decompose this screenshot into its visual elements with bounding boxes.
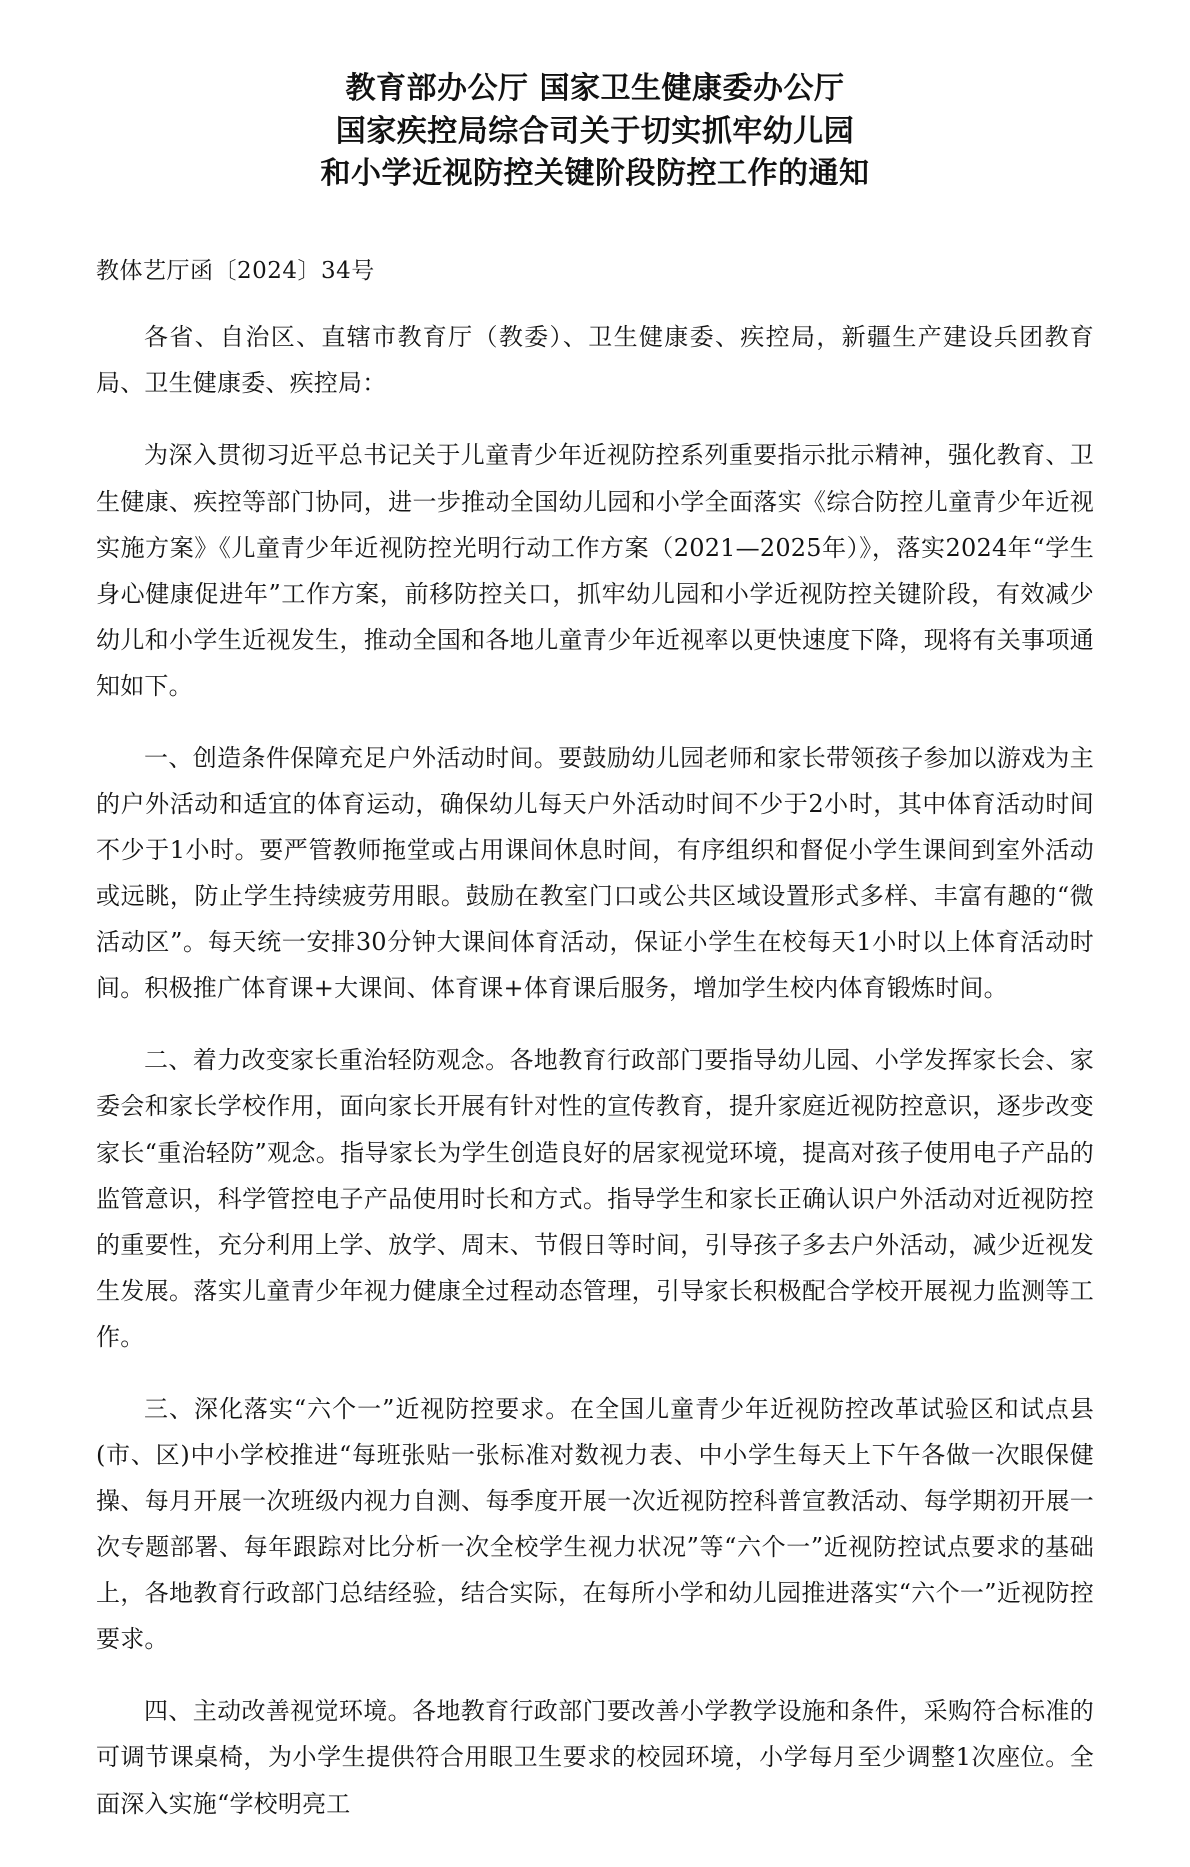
paragraph-item-4: 四、主动改善视觉环境。各地教育行政部门要改善小学教学设施和条件，采购符合标准的可调节课桌椅，为小学生提供符合用眼卫生要求的校园环境，小学每月至少调整1次座位。全面深入实施“学校明亮工 [96, 1697, 1094, 1818]
title-line-2: 国家疾控局综合司关于切实抓牢幼儿园 [335, 113, 855, 149]
paragraph-item-1: 一、创造条件保障充足户外活动时间。要鼓励幼儿园老师和家长带领孩子参加以游戏为主的户外活动和适宜的体育运动，确保幼儿每天户外活动时间不少于2小时，其中体育活动时间不少于1小时。要严管教师拖堂或占用课间休息时间，有序组织和督促小学生课间到室外活动或远眺，防止学生持续疲劳用眼。鼓励在教室门口或公共区域设置形式多样、丰富有趣的“微活动区”。每天统一安排30分钟大课间体育活动，保证小学生在校每天1小时以上体育活动时间。积极推广体育课+大课间、体育课+体育课后服务，增加学生校内体育锻炼时间。 [96, 743, 1094, 1003]
document-number: 教体艺厅函〔2024〕34号 [96, 257, 375, 284]
paragraph-item-3: 三、深化落实“六个一”近视防控要求。在全国儿童青少年近视防控改革试验区和试点县(市、区)中小学校推进“每班张贴一张标准对数视力表、中小学生每天上下午各做一次眼保健操、每月开展一次班级内视力自测、每季度开展一次近视防控科普宣教活动、每学期初开展一次专题部署、每年跟踪对比分析一次全校学生视力状况”等“六个一”近视防控试点要求的基础上，各地教育行政部门总结经验，结合实际，在每所小学和幼儿园推进落实“六个一”近视防控要求。 [96, 1394, 1094, 1654]
document-body [96, 314, 1094, 1826]
paragraph-item-2: 二、着力改变家长重治轻防观念。各地教育行政部门要指导幼儿园、小学发挥家长会、家委会和家长学校作用，面向家长开展有针对性的宣传教育，提升家庭近视防控意识，逐步改变家长“重治轻防”观念。指导家长为学生创造良好的居家视觉环境，提高对孩子使用电子产品的监管意识，科学管控电子产品使用时长和方式。指导学生和家长正确认识户外活动对近视防控的重要性，充分利用上学、放学、周末、节假日等时间，引导孩子多去户外活动，减少近视发生发展。落实儿童青少年视力健康全过程动态管理，引导家长积极配合学校开展视力监测等工作。 [96, 1046, 1094, 1351]
paragraph-preamble: 为深入贯彻习近平总书记关于儿童青少年近视防控系列重要指示批示精神，强化教育、卫生健康、疾控等部门协同，进一步推动全国幼儿园和小学全面落实《综合防控儿童青少年近视实施方案》《儿童青少年近视防控光明行动工作方案（2021—2025年）》，落实2024年“学生身心健康促进年”工作方案，前移防控关口，抓牢幼儿园和小学近视防控关键阶段，有效减少幼儿和小学生近视发生，推动全国和各地儿童青少年近视率以更快速度下降，现将有关事项通知如下。 [96, 441, 1094, 700]
title-line-3: 和小学近视防控关键阶段防控工作的通知 [320, 156, 870, 192]
title-line-1: 教育部办公厅 国家卫生健康委办公厅 [345, 71, 845, 106]
paragraph-addressees: 各省、自治区、直辖市教育厅（教委）、卫生健康委、疾控局，新疆生产建设兵团教育局、卫生健康委、疾控局： [96, 323, 1094, 398]
page-title [96, 68, 1094, 196]
